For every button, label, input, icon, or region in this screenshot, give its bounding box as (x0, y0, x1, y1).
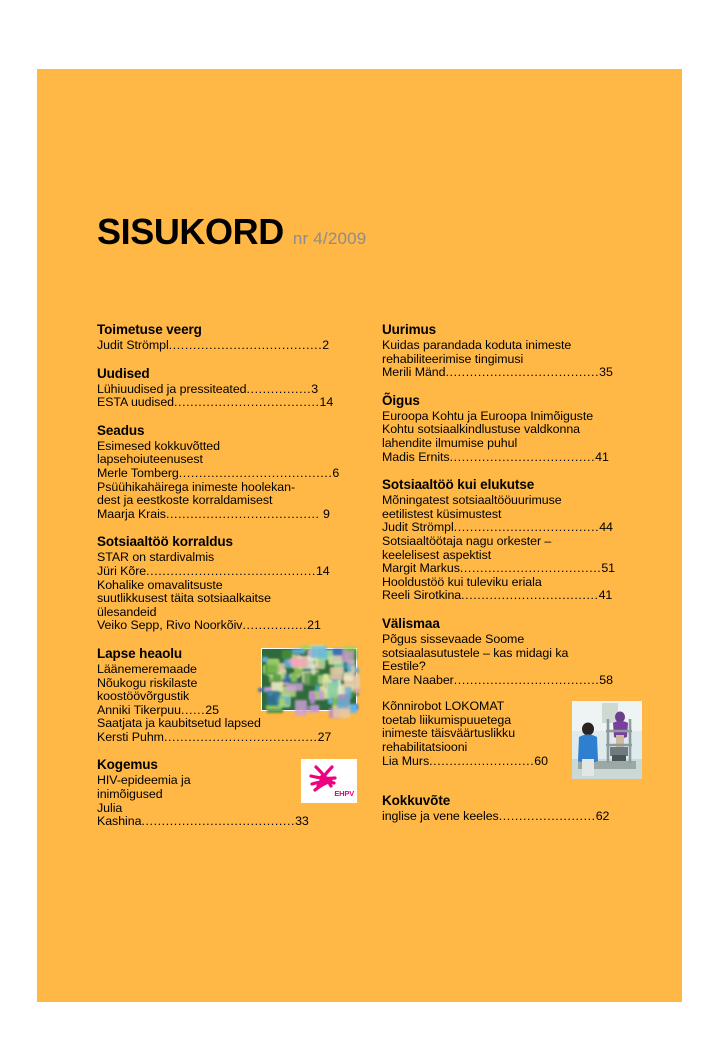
toc-entry-page-number: 60 (534, 753, 548, 768)
toc-entry-leader-dots: ...................................... (141, 814, 296, 829)
toc-entry[interactable] (97, 802, 357, 829)
toc-section-heading: Välismaa (382, 615, 440, 631)
toc-entry-page-number: 41 (598, 588, 613, 603)
toc-entry-title-line: rehabilitatsiooni (382, 740, 468, 755)
toc-entry-page-number: 14 (315, 563, 330, 578)
toc-entry-leader-dots: ................................... (459, 561, 602, 576)
toc-entry-leader-dots: .................................... (449, 449, 596, 464)
toc-section (382, 616, 642, 687)
toc-entry-leader-dots: ...................................... (168, 338, 323, 352)
toc-entry-title-line: keelelisest aspektist (382, 547, 492, 562)
toc-entry-group (97, 383, 357, 410)
toc-entry[interactable] (382, 366, 642, 380)
toc-entry-page-number: 25 (205, 702, 219, 717)
toc-entry-page-number: 58 (599, 672, 613, 687)
toc-entry-author: Lühiuudised ja pressiteated (97, 381, 247, 396)
toc-entry-title-line: ülesandeid (97, 604, 157, 619)
toc-entry-author: Mare Naaber (382, 672, 454, 687)
toc-entry-author: Merle Tomberg (97, 465, 179, 480)
toc-entry-leader-dots: ...................................... (163, 729, 318, 744)
table-of-contents (97, 322, 642, 829)
toc-entry-title-line: inimeste täisväärtuslikku (382, 726, 516, 741)
page-title-main: SISUKORD (97, 211, 284, 252)
toc-entry-page-number: 3 (311, 381, 319, 396)
toc-entry-title-line: dest ja eestkoste korraldamisest (97, 493, 273, 508)
toc-section-heading: Kogemus (97, 757, 158, 773)
toc-entry-author: Merili Mänd (382, 365, 446, 380)
toc-entry-title-line: koostöövõrgustik (97, 689, 190, 704)
toc-entry-title-line: Eestile? (382, 659, 426, 674)
toc-section (382, 793, 642, 824)
toc-entry-title-line: Läänemeremaade (97, 661, 197, 676)
toc-entry-title-line: Kohalike omavalitsuste (97, 577, 223, 592)
toc-entry-page-number: 44 (599, 520, 613, 535)
toc-entry-leader-dots: .......................... (429, 753, 535, 768)
toc-entry[interactable] (97, 508, 357, 522)
toc-entry-page-number: 6 (332, 465, 340, 480)
toc-entry-leader-dots: .................................... (453, 672, 600, 687)
toc-entry[interactable] (382, 589, 642, 603)
toc-entry-page-number: 51 (601, 561, 616, 576)
toc-section (97, 646, 357, 745)
toc-entry-page-number: 35 (599, 365, 613, 380)
toc-entry[interactable] (97, 731, 357, 745)
toc-entry-group (382, 633, 642, 687)
toc-section-heading: Lapse heaolu (97, 645, 183, 661)
toc-entry-page-number: 14 (319, 395, 334, 410)
toc-entry-author: Judit Strömpl (382, 520, 454, 535)
toc-section (97, 322, 357, 353)
toc-entry-leader-dots: ................ (242, 618, 308, 633)
toc-entry-title-line: Mõningatest sotsiaaltööuurimuse (382, 493, 562, 508)
toc-entry-leader-dots: ................ (246, 381, 312, 396)
toc-entry-author: Veiko Sepp, Rivo Noorkõiv (97, 618, 243, 633)
toc-entry-page-number: 27 (317, 729, 332, 744)
toc-entry-leader-dots: .................................. (461, 588, 599, 603)
toc-section (382, 477, 642, 603)
toc-entry-leader-dots: ...... (180, 702, 206, 717)
toc-entry-author: Lia Murs (382, 753, 430, 768)
toc-section (382, 700, 642, 780)
toc-section-heading: Sotsiaaltöö korraldus (97, 534, 233, 550)
ehpv-logo (301, 759, 357, 803)
toc-entry-title-line: lahendite ilmumise puhul (382, 435, 518, 450)
toc-entry-title-line: Kohtu sotsiaalkindlustuse valdkonna (382, 422, 581, 437)
ehpv-logo-text: EHPV (334, 789, 354, 799)
toc-entry-title-line: suutlikkusest täita sotsiaalkaitse (97, 591, 271, 606)
toc-entry-page-number: 21 (307, 618, 321, 633)
toc-entry-title-line: HIV-epideemia ja (97, 773, 191, 788)
toc-section (97, 423, 357, 522)
toc-section-heading: Uurimus (382, 322, 437, 337)
toc-entry-leader-dots: ...................................... (178, 465, 333, 480)
toc-entry[interactable] (382, 451, 642, 465)
toc-column-right (382, 322, 642, 829)
toc-entry-page-number: 41 (595, 449, 609, 464)
toc-entry-title-line: rehabiliteerimise tingimusi (382, 351, 524, 366)
children-collage-photo (261, 648, 357, 711)
toc-entry-author: Margit Markus (382, 561, 460, 576)
toc-entry-leader-dots: ........................ (498, 809, 596, 824)
toc-section (97, 534, 357, 633)
toc-entry-group (382, 339, 642, 380)
toc-entry-title-line: Kuidas parandada koduta inimeste (382, 338, 572, 352)
page-title-issue: nr 4/2009 (292, 229, 367, 248)
toc-entry-leader-dots: .......................................... (146, 563, 316, 578)
toc-entry[interactable] (97, 339, 357, 353)
toc-entry-title-line: Sotsiaaltöötaja nagu orkester – (382, 533, 552, 548)
toc-entry-title-line: lapsehoiuteenusest (97, 452, 203, 467)
toc-entry-author: Julia Kashina (97, 800, 142, 829)
toc-entry-title-line: Põgus sissevaade Soome (382, 631, 525, 646)
toc-entry-author: Jüri Kõre (97, 563, 147, 578)
toc-entry-title-line: Saatjata ja kaubitsetud lapsed (97, 716, 261, 731)
toc-entry[interactable] (97, 565, 357, 579)
toc-entry[interactable] (97, 619, 357, 633)
orange-content-panel (37, 69, 682, 1002)
toc-entry-title-line: eetilistest küsimustest (382, 506, 502, 521)
toc-entry[interactable] (97, 467, 357, 481)
toc-entry[interactable] (382, 810, 642, 824)
toc-section (97, 757, 357, 828)
toc-entry-title-line: Hooldustöö kui tuleviku eriala (382, 574, 542, 589)
toc-section (382, 393, 642, 464)
toc-entry-group (382, 410, 642, 464)
toc-entry-title-line: inimõigused (97, 787, 163, 802)
toc-entry-title-line: Nõukogu riskilaste (97, 675, 198, 690)
toc-entry-group (97, 440, 357, 522)
toc-entry-title-line: Euroopa Kohtu ja Euroopa Inimõiguste (382, 408, 594, 423)
toc-entry-page-number: 9 (319, 506, 330, 521)
toc-entry-author: Kersti Puhm (97, 729, 164, 744)
toc-entry[interactable] (382, 521, 642, 535)
toc-section-heading: Uudised (97, 365, 150, 381)
toc-entry-author: Anniki Tikerpuu (97, 702, 181, 717)
toc-entry-leader-dots: .................................... (174, 395, 320, 410)
toc-section (382, 322, 642, 380)
toc-section (97, 366, 357, 410)
toc-entry-leader-dots: .................................... (453, 520, 600, 535)
toc-entry-page-number: 62 (595, 809, 610, 824)
toc-entry[interactable] (382, 562, 642, 576)
toc-entry-page-number: 2 (322, 338, 330, 352)
toc-entry[interactable] (97, 704, 357, 718)
toc-entry-leader-dots: ...................................... (165, 506, 320, 521)
toc-entry-title-line: sotsiaalasutustele – kas midagi ka (382, 645, 569, 660)
toc-entry-leader-dots: ...................................... (445, 365, 600, 380)
toc-entry-title-line: Psüühikahäirega inimeste hoolekan- (97, 479, 296, 494)
toc-entry-group (97, 339, 357, 353)
toc-section-heading: Kokkuvõte (382, 793, 451, 809)
page-title (97, 211, 366, 253)
toc-section-heading: Toimetuse veerg (97, 322, 202, 337)
toc-entry-title-line: Kõnnirobot LOKOMAT (382, 699, 505, 714)
toc-section-heading: Õigus (382, 392, 420, 408)
toc-entry[interactable] (97, 383, 357, 397)
toc-section-heading: Sotsiaaltöö kui elukutse (382, 477, 535, 493)
toc-entry-author: inglise ja vene keeles (382, 809, 499, 824)
toc-section-heading: Seadus (97, 422, 145, 438)
toc-entry-title-line: STAR on stardivalmis (97, 550, 215, 565)
toc-entry[interactable] (382, 755, 642, 769)
toc-entry-group (97, 551, 357, 633)
toc-entry-author: Judit Strömpl (97, 338, 169, 352)
toc-entry-page-number: 33 (295, 814, 309, 829)
toc-entry-group (382, 494, 642, 603)
toc-entry-title-line: Esimesed kokkuvõtted (97, 438, 220, 453)
toc-column-left (97, 322, 357, 829)
toc-entry-author: Maarja Krais (97, 506, 166, 521)
toc-entry-title-line: toetab liikumispuuetega (382, 712, 512, 727)
toc-entry-author: Reeli Sirotkina (382, 588, 462, 603)
toc-entry-author: ESTA uudised (97, 395, 175, 410)
toc-entry[interactable] (382, 674, 642, 688)
toc-entry-author: Madis Ernits (382, 449, 450, 464)
toc-entry-group (382, 810, 642, 824)
toc-entry[interactable] (97, 396, 357, 410)
